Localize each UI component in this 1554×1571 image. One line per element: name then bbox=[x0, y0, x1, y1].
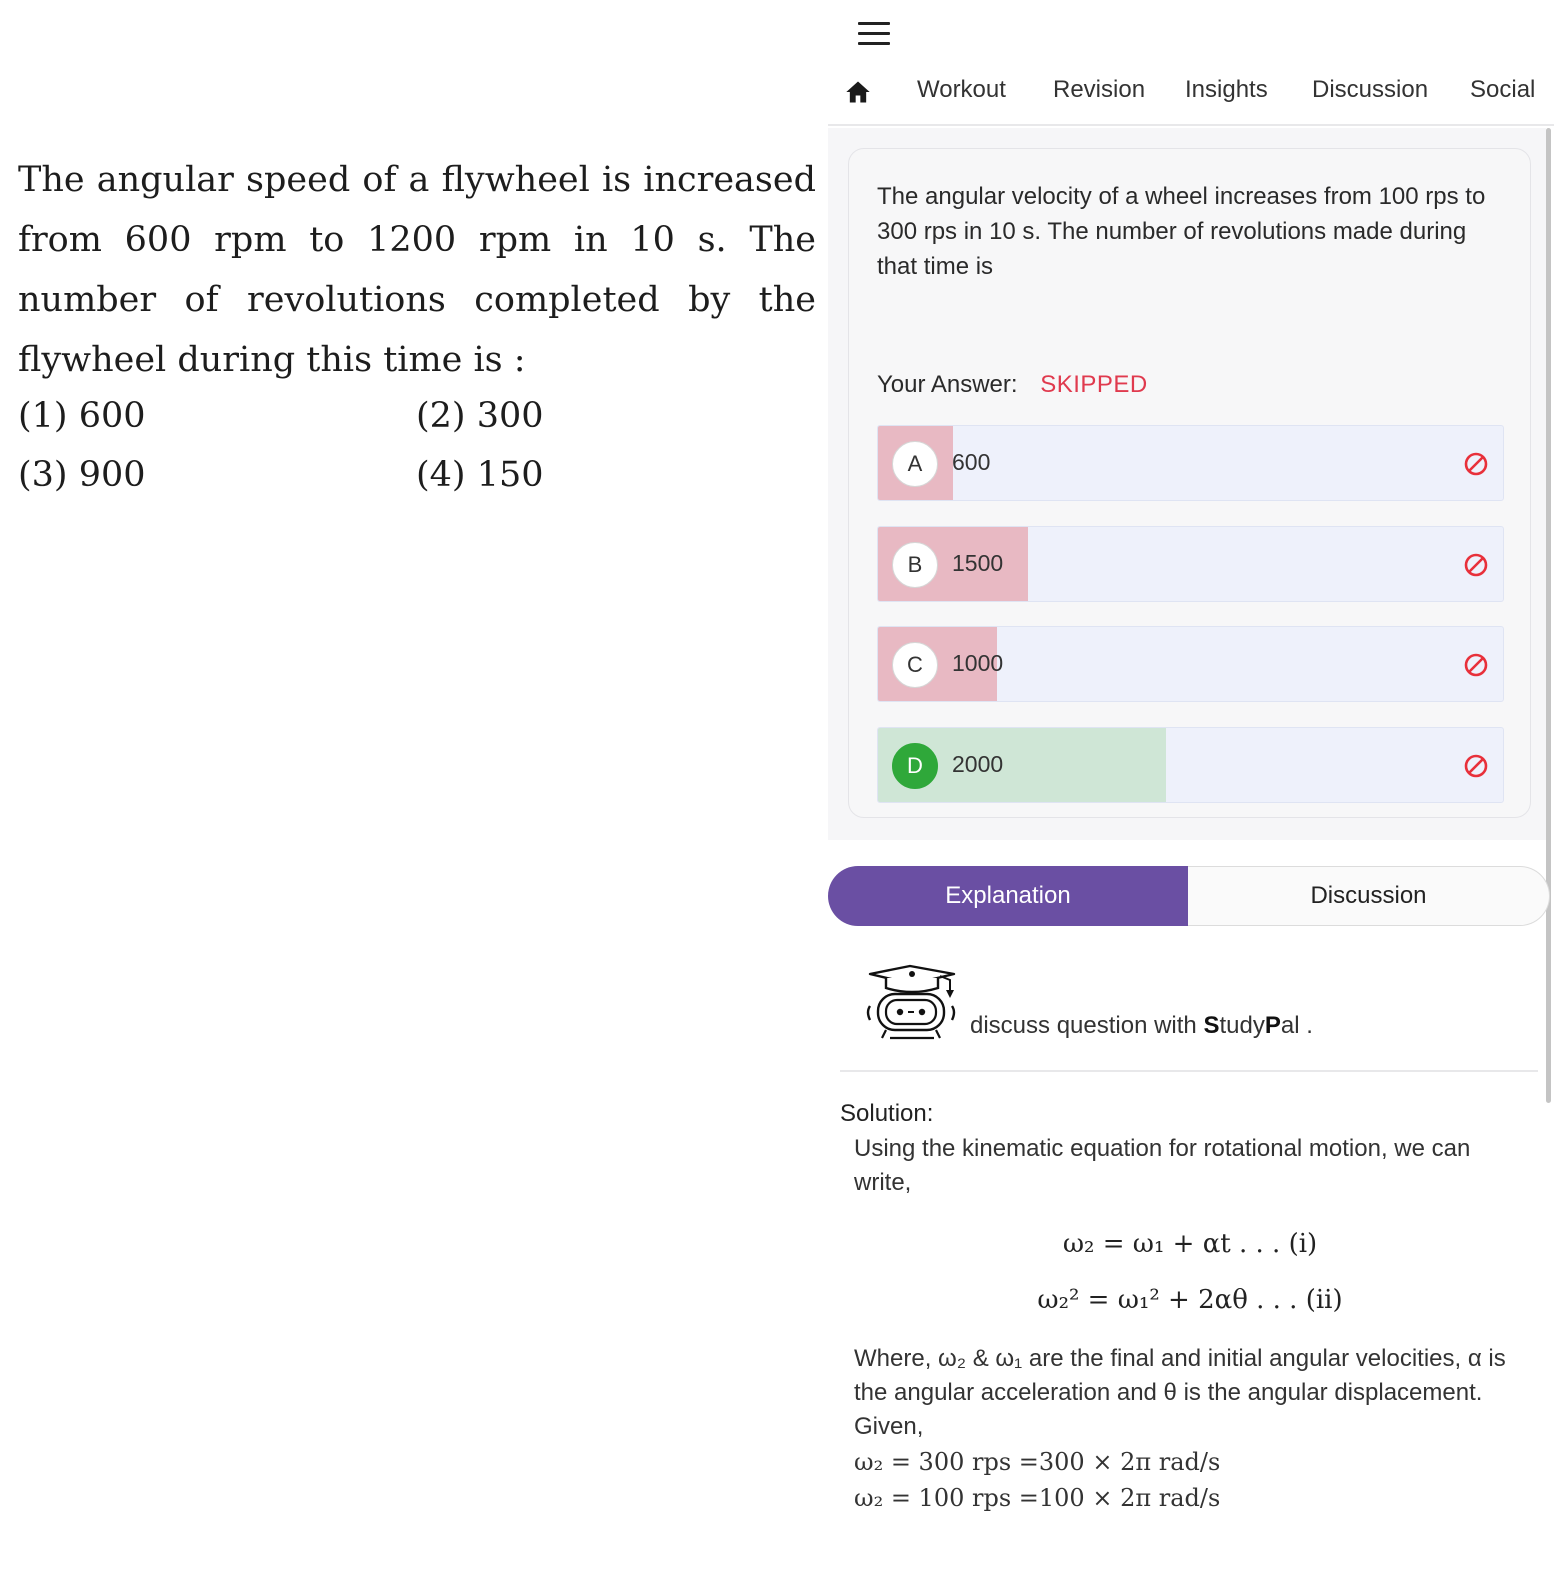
printed-option-1: (1) 600 bbox=[18, 396, 146, 436]
nav-tab-revision[interactable]: Revision bbox=[1053, 76, 1146, 103]
home-icon[interactable] bbox=[844, 78, 872, 106]
option-c-value: 1000 bbox=[952, 650, 1004, 676]
your-answer-row bbox=[877, 371, 1148, 399]
studypal-s: S bbox=[1203, 1012, 1220, 1039]
tab-explanation[interactable]: Explanation bbox=[828, 866, 1188, 926]
app-panel bbox=[828, 0, 1554, 1571]
printed-option-4: (4) 150 bbox=[416, 455, 544, 495]
option-d-value: 2000 bbox=[952, 751, 1004, 777]
option-d-letter: D bbox=[892, 743, 938, 789]
top-navigation bbox=[828, 62, 1554, 126]
your-answer-status: SKIPPED bbox=[1040, 371, 1148, 398]
equation-2: ω₂² = ω₁² + 2αθ . . . (ii) bbox=[1037, 1285, 1343, 1315]
solution-given: Given, bbox=[854, 1413, 924, 1440]
option-c[interactable] bbox=[877, 626, 1504, 702]
divider bbox=[840, 1070, 1538, 1072]
printed-option-2: (2) 300 bbox=[416, 396, 544, 436]
ban-icon bbox=[1463, 652, 1489, 678]
studypal-p: P bbox=[1264, 1012, 1281, 1039]
solution-intro: Using the kinematic equation for rotational motion, we can write, bbox=[854, 1135, 1471, 1196]
question-text: The angular velocity of a wheel increases from 100 rps to 300 rps in 10 s. The number of revolutions made during that time is bbox=[877, 183, 1486, 280]
equation-1: ω₂ = ω₁ + αt . . . (i) bbox=[1062, 1229, 1318, 1259]
given-omega-initial: ω₂ = 100 rps =100 × 2π rad/s bbox=[854, 1484, 1221, 1512]
studypal-prefix: discuss question with bbox=[970, 1012, 1204, 1039]
ban-icon bbox=[1463, 552, 1489, 578]
option-d[interactable] bbox=[877, 727, 1504, 803]
scrollbar[interactable] bbox=[1546, 128, 1551, 1103]
your-answer-label: Your Answer: bbox=[877, 371, 1018, 398]
nav-tab-social[interactable]: Social bbox=[1470, 76, 1536, 103]
given-omega-final: ω₂ = 300 rps =300 × 2π rad/s bbox=[854, 1448, 1221, 1476]
nav-tab-discussion[interactable]: Discussion bbox=[1312, 76, 1429, 103]
option-b[interactable] bbox=[877, 526, 1504, 602]
studypal-link[interactable] bbox=[970, 1012, 1313, 1040]
option-a-letter: A bbox=[892, 441, 938, 487]
nav-tab-insights[interactable]: Insights bbox=[1185, 76, 1268, 103]
option-c-letter: C bbox=[892, 642, 938, 688]
option-b-value: 1500 bbox=[952, 550, 1004, 576]
nav-tab-workout[interactable]: Workout bbox=[917, 76, 1006, 103]
printed-option-3: (3) 900 bbox=[18, 455, 146, 495]
studypal-al: al . bbox=[1280, 1012, 1313, 1039]
ban-icon bbox=[1463, 753, 1489, 779]
solution-where: Where, ω₂ & ω₁ are the final and initial angular velocities, α is the angular acceleration and θ is the angular displacement. bbox=[854, 1345, 1506, 1406]
studypal-robot-icon[interactable] bbox=[864, 962, 960, 1042]
studypal-tudy: tudy bbox=[1219, 1012, 1265, 1039]
printed-question-text: The angular speed of a flywheel is increased from 600 rpm to 1200 rpm in 10 s. The number of revolutions completed by the flywheel during this time is : bbox=[18, 160, 816, 380]
option-a-value: 600 bbox=[952, 449, 991, 475]
option-b-letter: B bbox=[892, 542, 938, 588]
question-area bbox=[828, 128, 1546, 840]
option-a[interactable] bbox=[877, 425, 1504, 501]
question-card bbox=[848, 148, 1531, 818]
tab-discussion[interactable]: Discussion bbox=[1188, 866, 1550, 926]
ban-icon bbox=[1463, 451, 1489, 477]
solution-title: Solution: bbox=[840, 1100, 934, 1127]
studypal-prompt bbox=[864, 960, 1544, 1070]
hamburger-menu-icon[interactable] bbox=[858, 20, 890, 48]
explanation-discussion-toggle bbox=[828, 866, 1550, 926]
solution-section bbox=[840, 1100, 1540, 1516]
